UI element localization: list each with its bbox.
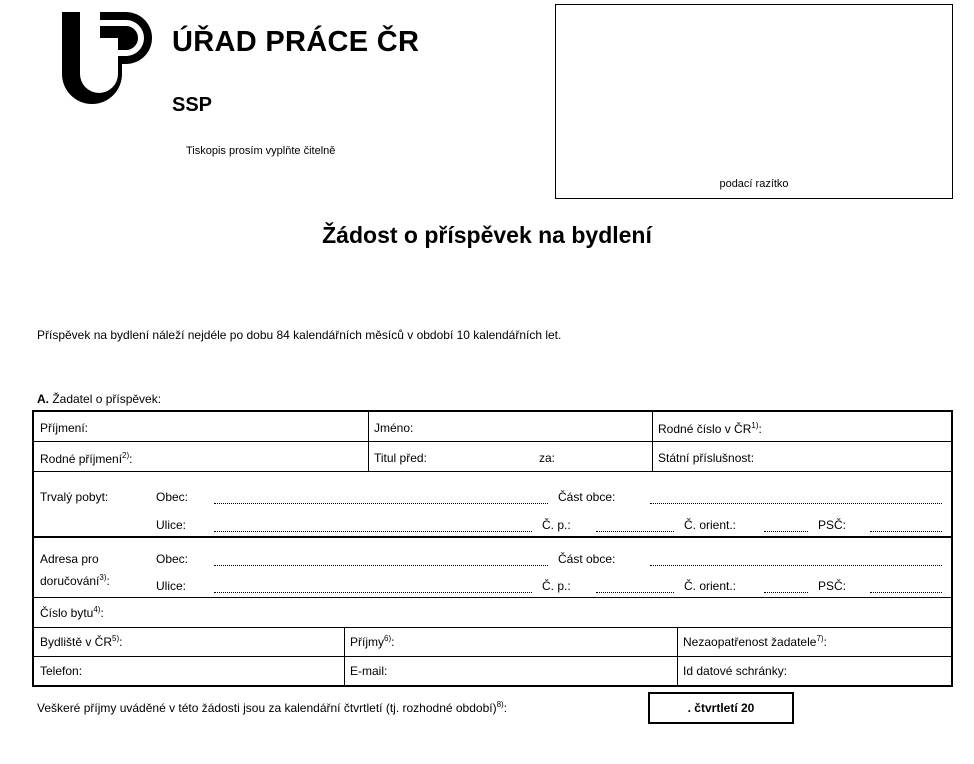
title-after-label: za: xyxy=(539,451,556,465)
up-logo-icon xyxy=(62,12,158,112)
perm-municipality-part-label: Část obce: xyxy=(558,490,616,504)
deliv-municipality-part-field[interactable] xyxy=(650,565,942,566)
perm-house-number-field[interactable] xyxy=(596,531,674,532)
income-label: Příjmy$^{6)}$: xyxy=(350,634,395,649)
deliv-house-number-field[interactable] xyxy=(596,592,674,593)
perm-municipality-part-field[interactable] xyxy=(650,503,942,504)
perm-municipality-label: Obec: xyxy=(156,490,189,504)
deliv-municipality-part-label: Část obce: xyxy=(558,552,616,566)
unprovided-label: Nezaopatřenost žadatele$^{7)}$: xyxy=(683,634,827,649)
name-label: Jméno: xyxy=(374,421,414,435)
phone-label: Telefon: xyxy=(40,664,83,678)
quarter-field[interactable]: . čtvrtletí 20 xyxy=(648,692,794,724)
up-logo xyxy=(62,12,158,112)
perm-orient-number-label: Č. orient.: xyxy=(684,518,737,532)
perm-postal-code-label: PSČ: xyxy=(818,518,847,532)
page-title: Žádost o příspěvek na bydlení xyxy=(322,222,652,248)
intro-text: Příspěvek na bydlení náleží nejdéle po dobu 84 kalendářních měsíců v období 10 kalendářních let. xyxy=(37,328,562,342)
section-a-heading xyxy=(37,392,161,406)
deliv-municipality-field[interactable] xyxy=(214,565,548,566)
fill-hint: Tiskopis prosím vyplňte čitelně xyxy=(186,145,336,157)
office-name: ÚŘAD PRÁCE ČR xyxy=(172,26,420,58)
delivery-address-label-line2: doručování$^{3)}$: xyxy=(40,573,110,588)
deliv-postal-code-field[interactable] xyxy=(870,592,942,593)
title-before-label: Titul před: xyxy=(374,451,427,465)
perm-orient-number-field[interactable] xyxy=(764,531,808,532)
deliv-orient-number-label: Č. orient.: xyxy=(684,579,737,593)
databox-label: Id datové schránky: xyxy=(683,664,788,678)
permanent-residence-label: Trvalý pobyt: xyxy=(40,490,109,504)
birth-number-label: Rodné číslo v ČR$^{1)}$: xyxy=(658,421,762,436)
delivery-address-label-line1: Adresa pro xyxy=(40,552,99,566)
perm-house-number-label: Č. p.: xyxy=(542,518,571,532)
perm-street-field[interactable] xyxy=(214,531,532,532)
flat-number-label: Číslo bytu$^{4)}$: xyxy=(40,605,104,620)
office-unit: SSP xyxy=(172,94,213,116)
perm-postal-code-field[interactable] xyxy=(870,531,942,532)
birth-surname-label: Rodné příjmení$^{2)}$: xyxy=(40,451,133,466)
email-label: E-mail: xyxy=(350,664,388,678)
deliv-street-label: Ulice: xyxy=(156,579,187,593)
income-period-note: Veškeré příjmy uváděné v této žádosti jsou za kalendářní čtvrtletí (tj. rozhodné období)$^{8)}$: xyxy=(37,700,508,715)
section-a-label: Žadatel o příspěvek: xyxy=(49,392,162,406)
deliv-municipality-label: Obec: xyxy=(156,552,189,566)
section-a-letter: A. xyxy=(37,392,49,406)
residence-cz-label: Bydliště v ČR$^{5)}$: xyxy=(40,634,123,649)
deliv-street-field[interactable] xyxy=(214,592,532,593)
surname-label: Příjmení: xyxy=(40,421,89,435)
stamp-label: podací razítko xyxy=(719,178,789,190)
stamp-box[interactable] xyxy=(555,4,953,199)
perm-street-label: Ulice: xyxy=(156,518,187,532)
perm-municipality-field[interactable] xyxy=(214,503,548,504)
deliv-house-number-label: Č. p.: xyxy=(542,579,571,593)
deliv-orient-number-field[interactable] xyxy=(764,592,808,593)
deliv-postal-code-label: PSČ: xyxy=(818,579,847,593)
citizenship-label: Státní příslušnost: xyxy=(658,451,755,465)
applicant-form xyxy=(32,410,953,687)
